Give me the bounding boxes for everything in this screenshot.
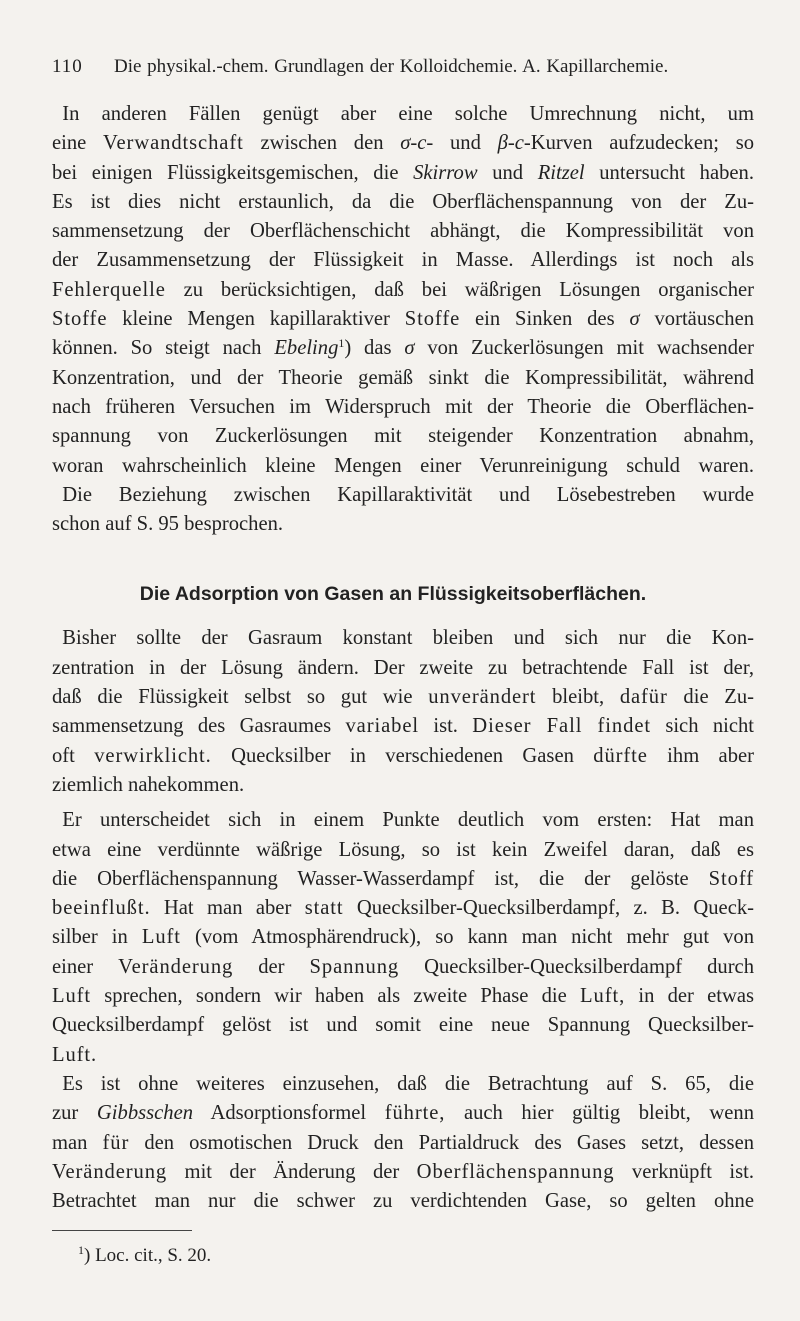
- text-line: [52, 129, 754, 158]
- text-run: σ-c-: [400, 132, 434, 155]
- text-line: [52, 510, 754, 539]
- text-run: mit der Änderung der: [167, 1160, 417, 1183]
- text-line: [52, 806, 754, 835]
- text-run: ) das: [344, 337, 405, 360]
- text-run: dürfte: [593, 744, 648, 767]
- author-name: Gibbsschen: [96, 1102, 194, 1125]
- text-run: vortäuschen: [639, 308, 755, 331]
- text-line: [52, 953, 754, 982]
- text-run: woran wahrscheinlich kleine Mengen einer Verunreinigung schuld waren.: [52, 454, 754, 477]
- text-line: [52, 654, 754, 683]
- text-line: [52, 742, 754, 771]
- text-line: [52, 1187, 754, 1216]
- text-line: [52, 481, 754, 510]
- text-run: zwischen den: [243, 132, 401, 155]
- page-number: 110: [52, 56, 83, 77]
- text-run: sammensetzung der Oberflächenschicht abhängt, die Kompressibilität von: [52, 220, 754, 243]
- text-run: Fehlerquelle: [52, 278, 166, 301]
- text-run: spannung von Zuckerlösungen mit steigender Konzentration abnahm,: [52, 425, 754, 448]
- text-run: Kurven aufzudecken; so: [530, 132, 755, 155]
- text-run: Adsorptionsformel: [193, 1102, 385, 1125]
- text-run: Veränderung: [118, 955, 234, 978]
- text-line: [52, 894, 754, 923]
- page-content: [52, 56, 754, 1267]
- text-run: Betrachtet man nur die schwer zu verdichtenden Gase, so gelten ohne: [52, 1190, 754, 1213]
- text-run: Es ist dies nicht erstaunlich, da die Oberflächenspannung von der Zu-: [52, 190, 754, 213]
- text-run: oft: [52, 744, 95, 767]
- text-run: sprechen, sondern wir haben als zweite Phase die: [91, 985, 581, 1008]
- text-run: untersucht haben.: [584, 161, 754, 184]
- text-run: ihm aber: [647, 744, 754, 767]
- text-run: Es ist ohne weiteres einzusehen, daß die Betrachtung auf S. 65, die: [62, 1072, 754, 1095]
- text-run: Dieser Fall findet: [472, 715, 651, 738]
- text-run: dafür: [619, 686, 668, 709]
- author-name: Ebeling: [274, 337, 339, 360]
- text-run: Stoff: [708, 867, 754, 890]
- text-line: [52, 188, 754, 217]
- text-line: [52, 712, 754, 741]
- text-run: Die Beziehung zwischen Kapillaraktivität und Lösebestreben wurde: [62, 483, 754, 506]
- text-run: (vom Atmosphärendruck), so kann man nicht mehr gut von: [180, 926, 754, 949]
- text-run: variabel: [345, 715, 420, 738]
- text-run: bei einigen Flüssigkeitsgemischen, die: [52, 161, 414, 184]
- footnote-divider: [52, 1230, 192, 1231]
- section-heading: Die Adsorption von Gasen an Flüssigkeitsoberflächen.: [139, 583, 647, 606]
- text-run: Bisher sollte der Gasraum konstant bleiben und sich nur die Kon-: [62, 627, 754, 650]
- text-run: sich nicht: [650, 715, 754, 738]
- text-run: bleibt,: [536, 686, 620, 709]
- text-run: können. So steigt nach: [52, 337, 275, 360]
- text-run: verwirklicht.: [94, 744, 212, 767]
- author-name: Ritzel: [537, 161, 585, 184]
- text-run: ist.: [419, 715, 473, 738]
- text-run: und: [477, 161, 538, 184]
- text-line: [52, 159, 754, 188]
- paragraph-gibbs: [52, 1070, 754, 1216]
- text-run: der Zusammensetzung der Flüssigkeit in Masse. Allerdings ist noch als: [52, 249, 754, 272]
- text-run: ein Sinken des: [460, 308, 630, 331]
- symbol-sigma: σ: [404, 337, 415, 360]
- text-run: die Zu-: [667, 686, 754, 709]
- text-run: Luft.: [52, 1043, 98, 1066]
- text-run: silber in: [52, 926, 142, 949]
- text-run: führte,: [384, 1102, 446, 1125]
- text-run: Quecksilber-Quecksilberdampf durch: [399, 955, 754, 978]
- footnote: [52, 1245, 754, 1267]
- running-title: Die physikal.-chem. Grundlagen der Kolloidchemie. A. Kapillarchemie.: [114, 56, 669, 77]
- text-line: [52, 452, 754, 481]
- text-line: [52, 1099, 754, 1128]
- text-run: zur: [52, 1102, 97, 1125]
- text-run: ziemlich nahekommen.: [52, 773, 245, 796]
- text-run: Konzentration, und der Theorie gemäß sinkt die Kompressibilität, während: [52, 366, 754, 389]
- text-line: [52, 276, 754, 305]
- text-run: nach früheren Versuchen im Widerspruch mit der Theorie die Oberflächen-: [52, 395, 754, 418]
- text-line: [52, 393, 754, 422]
- text-run: Er unterscheidet sich in einem Punkte deutlich vom ersten: Hat man: [62, 809, 754, 832]
- text-run: man: [52, 1131, 103, 1154]
- footnote-marker: 1: [338, 336, 345, 351]
- paragraph-unterscheidung: [52, 806, 754, 1070]
- footnote-number: 1: [78, 1243, 84, 1258]
- text-run: beeinflußt.: [52, 897, 151, 920]
- text-line: [52, 771, 754, 800]
- text-run: statt: [304, 897, 344, 920]
- text-line: [52, 246, 754, 275]
- symbol-sigma: σ: [629, 308, 640, 331]
- text-run: der: [233, 955, 310, 978]
- text-run: daß die Flüssigkeit selbst so gut wie: [52, 686, 429, 709]
- text-line: [52, 1011, 754, 1040]
- text-line: [52, 334, 754, 363]
- text-run: Oberflächenspannung: [416, 1160, 615, 1183]
- text-run: einer: [52, 955, 119, 978]
- text-run: Luft,: [580, 985, 626, 1008]
- text-run: Luft: [141, 926, 181, 949]
- text-run: Stoffe: [404, 308, 461, 331]
- paragraph-gasraum: [52, 624, 754, 800]
- text-run: Quecksilber-Quecksilberdampf, z. B. Queck-: [343, 897, 754, 920]
- text-line: [52, 422, 754, 451]
- text-run: Stoffe: [52, 308, 108, 331]
- text-run: den osmotischen Druck den Partialdruck des Gases setzt, dessen: [129, 1131, 754, 1154]
- text-run: β-c-: [497, 132, 531, 155]
- text-run: kleine Mengen kapillaraktiver: [107, 308, 405, 331]
- text-run: auch hier gültig bleibt, wenn: [445, 1102, 755, 1125]
- author-name: Skirrow: [413, 161, 478, 184]
- text-run: schon auf S. 95 besprochen.: [52, 513, 284, 536]
- text-line: [52, 683, 754, 712]
- text-run: Verwandtschaft: [103, 132, 244, 155]
- text-run: Quecksilberdampf gelöst ist und somit eine neue Spannung Quecksilber-: [52, 1014, 754, 1037]
- text-line: [52, 923, 754, 952]
- text-line: [52, 1041, 754, 1070]
- text-run: Hat man aber: [150, 897, 305, 920]
- text-run: die Oberflächenspannung Wasser-Wasserdampf ist, die der gelöste: [52, 867, 709, 890]
- text-run: sammensetzung des Gasraumes: [52, 715, 346, 738]
- text-run: Spannung: [309, 955, 400, 978]
- text-run: Veränderung: [52, 1160, 168, 1183]
- text-run: zu berücksichtigen, daß bei wäßrigen Lösungen organischer: [165, 278, 754, 301]
- text-line: [52, 1070, 754, 1099]
- paragraph-umrechnung: [52, 100, 754, 539]
- text-run: In anderen Fällen genügt aber eine solche Umrechnung nicht, um: [62, 103, 754, 125]
- text-run: zentration in der Lösung ändern. Der zweite zu betrachtende Fall ist der,: [52, 656, 754, 679]
- text-line: [52, 1129, 754, 1158]
- text-line: [52, 982, 754, 1011]
- text-run: Quecksilber in verschiedenen Gasen: [211, 744, 594, 767]
- text-line: [52, 865, 754, 894]
- text-run: eine: [52, 132, 104, 155]
- text-line: [52, 100, 754, 129]
- text-line: [52, 217, 754, 246]
- text-run: etwa eine verdünnte wäßrige Lösung, so ist kein Zweifel daran, daß es: [52, 838, 754, 861]
- text-line: [52, 364, 754, 393]
- text-line: [52, 624, 754, 653]
- text-run: und: [433, 132, 498, 155]
- text-line: [52, 836, 754, 865]
- text-run: unverändert: [428, 686, 537, 709]
- text-run: für: [102, 1131, 130, 1154]
- text-line: [52, 305, 754, 334]
- footnote-text: ) Loc. cit., S. 20.: [84, 1245, 212, 1267]
- running-header: [52, 56, 754, 78]
- text-run: in der etwas: [625, 985, 755, 1008]
- text-run: von Zuckerlösungen mit wachsender: [414, 337, 755, 360]
- text-line: [52, 1158, 754, 1187]
- text-run: Luft: [52, 985, 92, 1008]
- text-run: verknüpft ist.: [614, 1160, 755, 1183]
